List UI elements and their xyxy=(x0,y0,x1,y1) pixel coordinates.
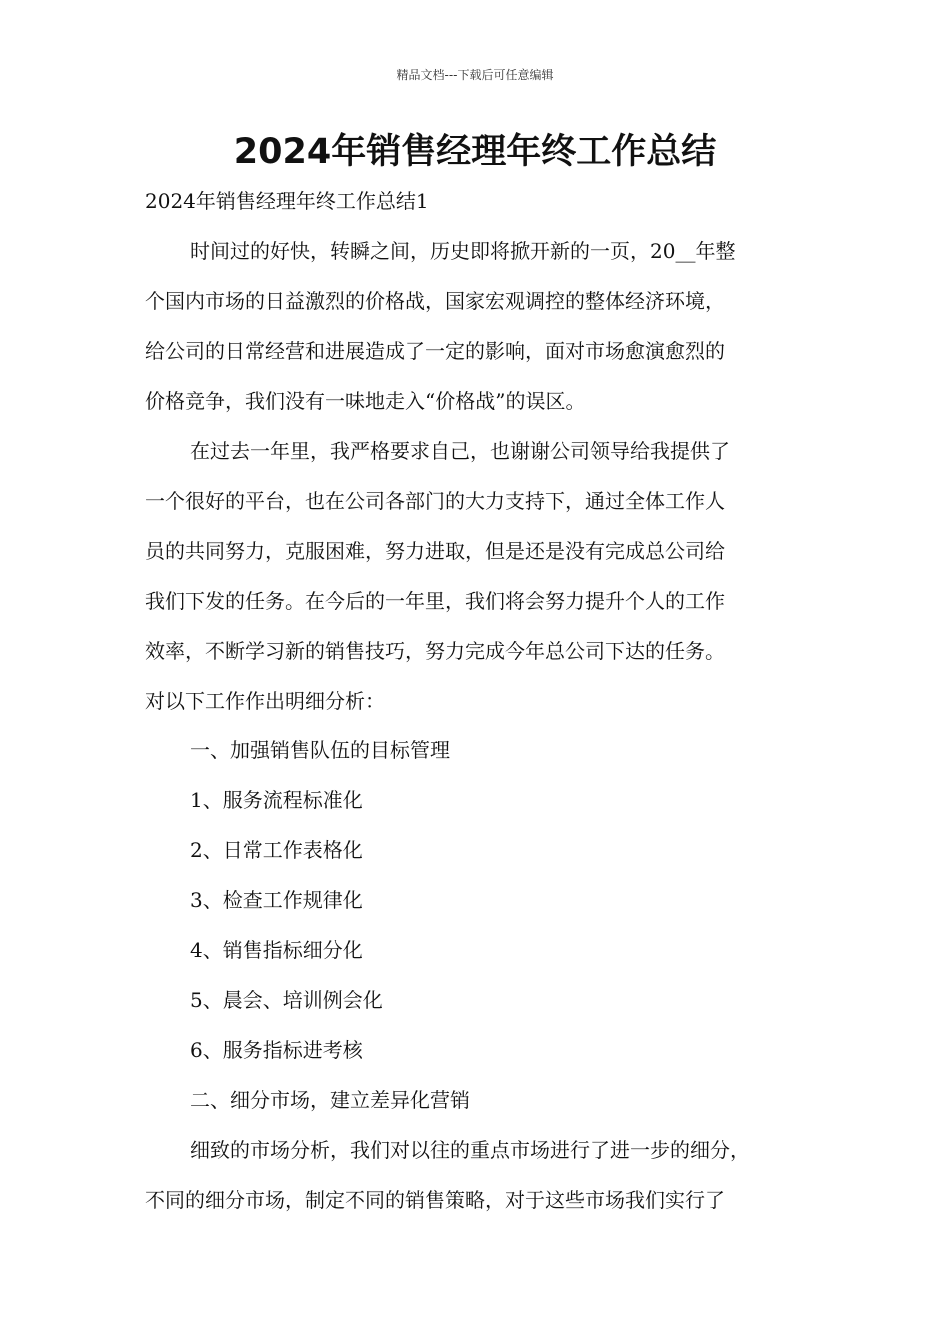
section-subtitle: 2024年销售经理年终工作总结1 xyxy=(145,189,429,213)
section-heading: 一、加强销售队伍的目标管理 xyxy=(190,738,450,762)
body-line: 一个很好的平台，也在公司各部门的大力支持下，通过全体工作人 xyxy=(145,489,725,513)
body-line: 在过去一年里，我严格要求自己，也谢谢公司领导给我提供了 xyxy=(190,439,730,463)
header-note: 精品文档---下载后可任意编辑 xyxy=(396,68,554,82)
body-line: 不同的细分市场，制定不同的销售策略，对于这些市场我们实行了 xyxy=(145,1188,725,1212)
list-item: 4、销售指标细分化 xyxy=(190,938,363,962)
document-title: 2024年销售经理年终工作总结 xyxy=(233,132,717,172)
list-item: 3、检查工作规律化 xyxy=(190,888,363,912)
body-line: 效率，不断学习新的销售技巧，努力完成今年总公司下达的任务。 xyxy=(145,639,725,663)
body-line: 个国内市场的日益激烈的价格战，国家宏观调控的整体经济环境， xyxy=(145,289,725,313)
body-line: 价格竞争，我们没有一味地走入“价格战”的误区。 xyxy=(145,389,586,413)
body-line: 对以下工作作出明细分析： xyxy=(145,689,385,713)
body-line: 时间过的好快，转瞬之间，历史即将掀开新的一页，20__年整 xyxy=(190,239,736,263)
body-line: 我们下发的任务。在今后的一年里，我们将会努力提升个人的工作 xyxy=(145,589,725,613)
body-line: 给公司的日常经营和进展造成了一定的影响，面对市场愈演愈烈的 xyxy=(145,339,725,363)
list-item: 5、晨会、培训例会化 xyxy=(190,988,383,1012)
body-line: 细致的市场分析，我们对以往的重点市场进行了进一步的细分， xyxy=(190,1138,750,1162)
list-item: 1、服务流程标准化 xyxy=(190,788,363,812)
list-item: 2、日常工作表格化 xyxy=(190,838,363,862)
body-line: 员的共同努力，克服困难，努力进取，但是还是没有完成总公司给 xyxy=(145,539,725,563)
section-heading: 二、细分市场，建立差异化营销 xyxy=(190,1088,470,1112)
list-item: 6、服务指标进考核 xyxy=(190,1038,363,1062)
